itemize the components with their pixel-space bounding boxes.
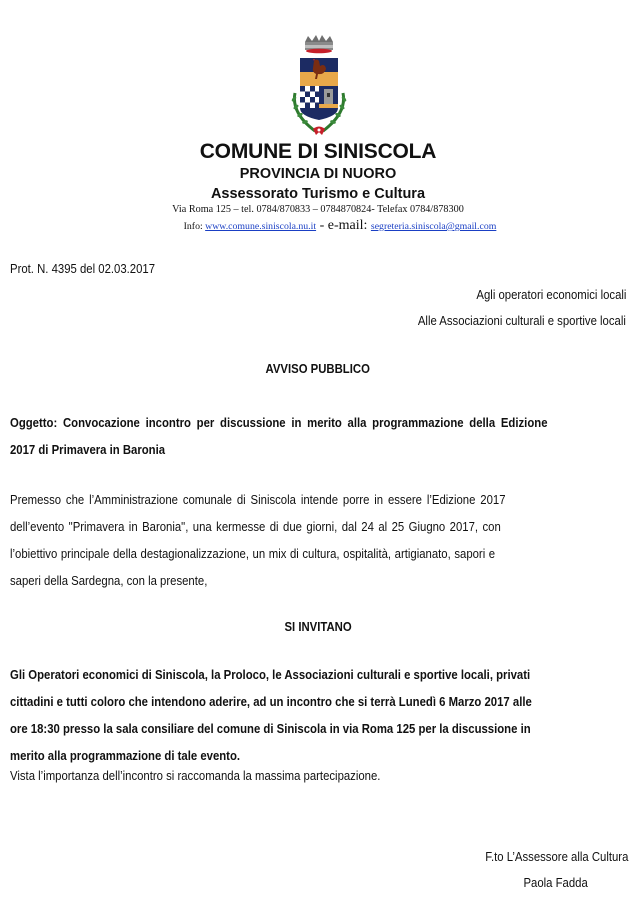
email-label: - e-mail: <box>316 218 371 233</box>
signature-name: Paola Fadda <box>523 875 588 890</box>
email-link[interactable]: segreteria.siniscola@gmail.com <box>370 221 497 232</box>
municipality-name: COMUNE DI SINISCOLA <box>199 140 437 163</box>
premise-line: saperi della Sardegna, con la presente, <box>10 573 208 588</box>
premise-line: l’obiettivo principale della destagionalizzazione, un mix di cultura, ospitalità, artigianato, sapori e <box>10 546 496 561</box>
notice-title: AVVISO PUBBLICO <box>265 361 371 376</box>
invite-line: cittadini e tutti coloro che intendono aderire, ad un incontro che si terrà Lunedì 6 Marzo 2017 alle <box>10 694 532 709</box>
recipient-line: Alle Associazioni culturali e sportive locali <box>417 313 626 328</box>
protocol-number: Prot. N. 4395 del 02.03.2017 <box>10 261 156 276</box>
contact-line <box>22 218 636 234</box>
subject-line: Oggetto: Convocazione incontro per discussione in merito alla programmazione della Edizione <box>10 415 548 430</box>
premise-line: dell’evento "Primavera in Baronia", una kermesse di due giorni, dal 24 al 25 Giugno 2017, con <box>10 519 501 534</box>
info-label: Info: <box>183 221 206 232</box>
invite-paragraph <box>10 661 624 769</box>
invite-line: merito alla programmazione di tale evento. <box>10 748 241 763</box>
recipient-line: Agli operatori economici locali <box>475 287 626 302</box>
website-link[interactable]: www.comune.siniscola.nu.it <box>205 221 317 232</box>
subject-line: 2017 di Primavera in Baronia <box>10 442 166 457</box>
closing-sentence: Vista l’importanza dell’incontro si raccomanda la massima partecipazione. <box>10 768 381 783</box>
province-name: PROVINCIA DI NUORO <box>239 166 397 182</box>
address-line: Via Roma 125 – tel. 0784/870833 – 0784870824- Telefax 0784/878300 <box>172 204 464 215</box>
invite-line: Gli Operatori economici di Siniscola, la Proloco, le Associazioni culturali e sportive locali, privati <box>10 667 531 682</box>
invite-line: ore 18:30 presso la sala consiliare del comune di Siniscola in via Roma 125 per la discussione in <box>10 721 531 736</box>
municipal-crest-icon <box>281 33 357 139</box>
premise-line: Premesso che l’Amministrazione comunale di Siniscola intende porre in essere l’Edizione 2017 <box>10 492 506 507</box>
invite-heading: SI INVITANO <box>284 619 352 634</box>
department-name: Assessorato Turismo e Cultura <box>210 186 426 202</box>
premise-paragraph <box>10 486 624 594</box>
subject-paragraph <box>10 409 624 463</box>
signature-role: F.to L’Assessore alla Cultura <box>484 849 628 864</box>
